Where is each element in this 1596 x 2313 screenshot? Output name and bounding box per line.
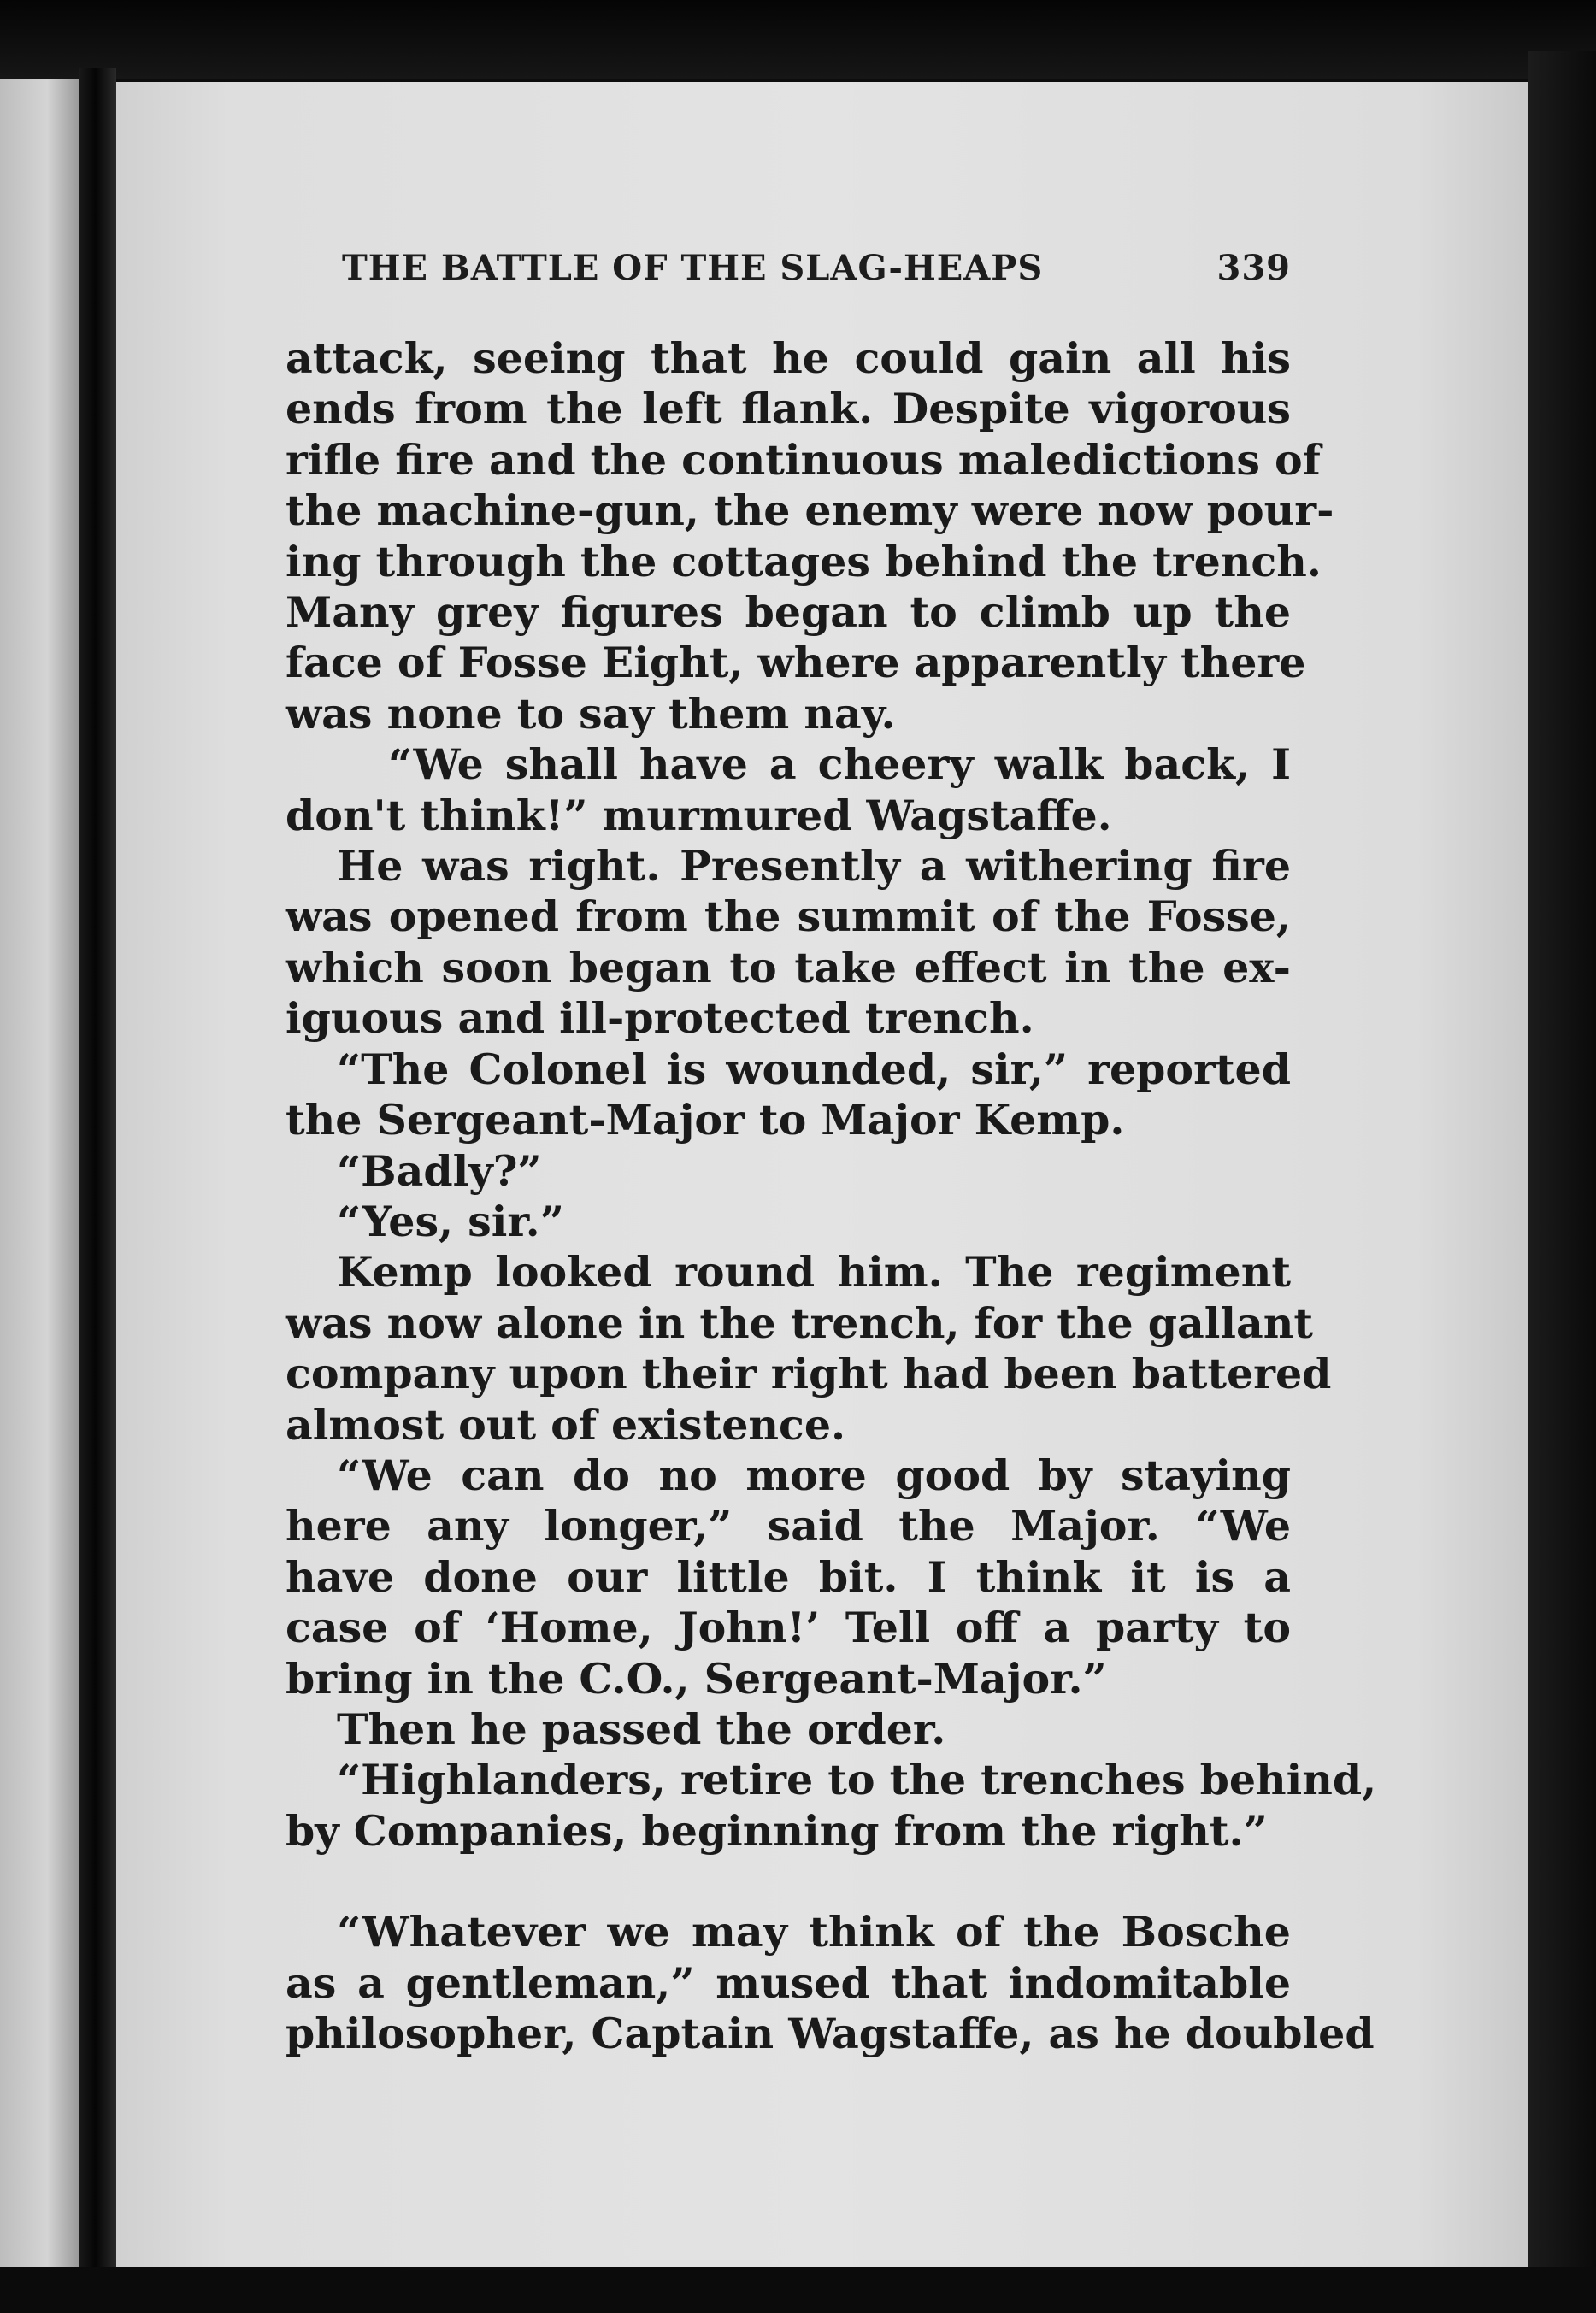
paragraph	[286, 1704, 1291, 1755]
text-line: as a gentleman,” mused that indomitable	[286, 1957, 1291, 2008]
film-right-edge	[1528, 51, 1596, 2313]
text-line: “Highlanders, retire to the trenches behind,	[337, 1755, 1377, 1805]
paragraph	[286, 739, 1291, 841]
text-line: here any longer,” said the Major. “We	[286, 1501, 1291, 1551]
text-line: was now alone in the trench, for the gallant	[286, 1298, 1314, 1348]
text-line: Then he passed the order.	[337, 1704, 946, 1754]
film-top-edge	[0, 0, 1596, 79]
paragraph	[286, 1146, 1291, 1197]
text-line: “Yes, sir.”	[337, 1196, 564, 1246]
paragraph	[286, 1755, 1377, 1857]
running-head	[342, 248, 1291, 299]
text-line: was opened from the summit of the Fosse,	[286, 892, 1291, 942]
text-line: the machine-gun, the enemy were now pour-	[286, 486, 1334, 536]
film-bottom-edge	[0, 2267, 1596, 2313]
text-line: He was right. Presently a withering fire	[337, 841, 1291, 892]
previous-page-edge	[0, 79, 79, 2267]
text-line: Many grey figures began to climb up the	[286, 587, 1291, 638]
paragraph	[286, 1451, 1291, 1704]
text-line: company upon their right had been battered	[286, 1349, 1332, 1399]
text-line: ends from the left flank. Despite vigorous	[286, 384, 1291, 434]
text-line: the Sergeant-Major to Major Kemp.	[286, 1095, 1125, 1145]
paragraph	[286, 333, 1334, 739]
text-line: don't think!” murmured Wagstaffe.	[286, 790, 1112, 840]
text-line: was none to say them nay.	[286, 688, 896, 739]
text-line: “We can do no more good by staying	[337, 1450, 1291, 1500]
text-line: Kemp looked round him. The regiment	[337, 1247, 1291, 1298]
text-line: “Badly?”	[337, 1145, 542, 1196]
text-line: have done our little bit. I think it is a	[286, 1551, 1291, 1602]
text-line: “The Colonel is wounded, sir,” reported	[337, 1044, 1291, 1094]
text-line: rifle fire and the continuous maledictions of	[286, 434, 1321, 485]
text-line: almost out of existence.	[286, 1399, 846, 1450]
body-text	[286, 333, 1377, 2059]
text-line: which soon began to take effect in the ex-	[286, 942, 1291, 992]
text-line: “We shall have a cheery walk back, I	[388, 739, 1291, 790]
paragraph	[286, 1907, 1375, 2059]
text-line: by Companies, beginning from the right.”	[286, 1805, 1268, 1856]
paragraph	[286, 841, 1291, 1045]
paragraph	[286, 1045, 1291, 1146]
running-head-title: THE BATTLE OF THE SLAG-HEAPS	[342, 248, 1044, 288]
text-line: bring in the C.O., Sergeant-Major.”	[286, 1653, 1107, 1704]
text-line: ing through the cottages behind the trench.	[286, 536, 1322, 586]
text-line: “Whatever we may think of the Bosche	[337, 1907, 1291, 1957]
page-number: 339	[1216, 248, 1291, 288]
text-line: philosopher, Captain Wagstaffe, as he doubled	[286, 2009, 1375, 2058]
text-line: attack, seeing that he could gain all his	[286, 333, 1291, 383]
text-line: case of ‘Home, John!’ Tell off a party to	[286, 1603, 1291, 1653]
text-line: face of Fosse Eight, where apparently there	[286, 638, 1306, 688]
paragraph	[286, 1247, 1332, 1451]
paragraph	[286, 1197, 1291, 1247]
binding-gutter	[79, 68, 116, 2291]
text-line: iguous and ill-protected trench.	[286, 993, 1034, 1044]
